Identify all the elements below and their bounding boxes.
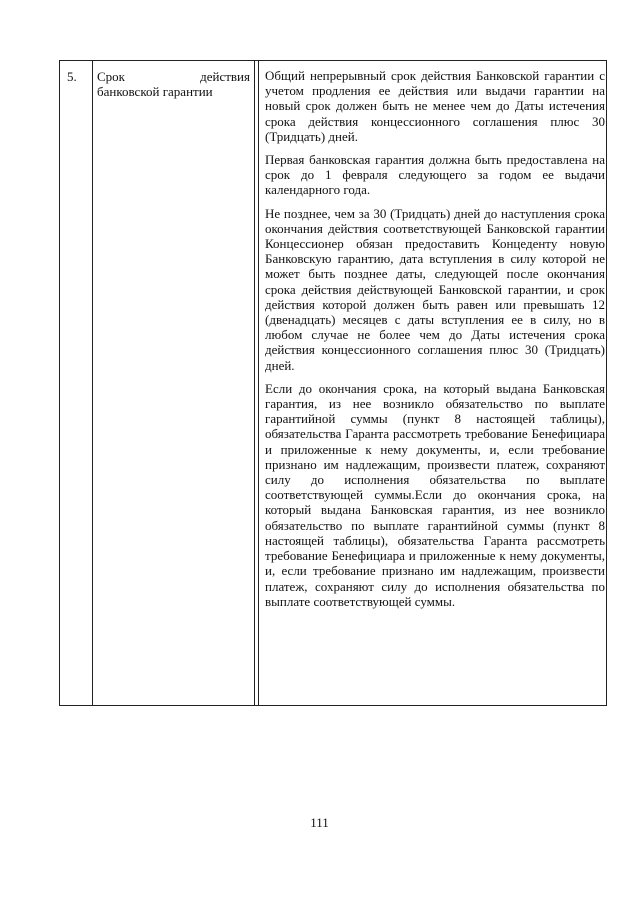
row-title — [97, 69, 250, 99]
column-divider — [258, 61, 259, 705]
paragraph: Если до окончания срока, на который выдана Банковская гарантия, из нее возникло обязательство по выплате гарантийной суммы (пункт 8 настоящей таблицы), обязательства Гаранта рассмотреть требование Бенефициара и приложенные к нему документы, и, если требование признано им надлежащим, произвести платеж, сохраняют силу до исполнения обязательства по выплате соответствующей суммы.Если до окончания срока, на который выдана Банковская гарантия, из нее возникло обязательство по выплате гарантийной суммы (пункт 8 настоящей таблицы), обязательства Гаранта рассмотреть требование Бенефициара и приложенные к нему документы, и, если требование признано им надлежащим, произвести платеж, сохраняют силу до исполнения обязательства по выплате соответствующей суммы. — [265, 380, 605, 609]
guarantee-table — [59, 60, 607, 706]
row-title-line2: банковской гарантии — [97, 84, 213, 99]
paragraph: Не позднее, чем за 30 (Тридцать) дней до наступления срока окончания действия соответствующей Банковской гарантии Концессионер обязан предоставить Концеденту новую Банковскую гарантию, дата вступления в силу которой не может быть позднее даты, следующей после окончания срока действия действующей Банковской гарантии, и срок действия которой должен быть равен или превышать 12 (двенадцать) месяцев с даты вступления ее в силу, но в любом случае не более чем до Даты истечения срока действия концессионного соглашения плюс 30 (Тридцать) дней. — [265, 205, 605, 373]
paragraph: Общий непрерывный срок действия Банковской гарантии с учетом продления ее действия или выдачи гарантии на новый срок должен быть не менее чем до Даты истечения срока действия концессионного соглашения плюс 30 (Тридцать) дней. — [265, 68, 605, 144]
row-title-line1 — [97, 69, 250, 84]
page-number: 111 — [310, 815, 329, 830]
row-title-word-left: Срок — [97, 69, 125, 84]
column-divider — [92, 61, 93, 705]
row-description — [265, 68, 605, 609]
paragraph: Первая банковская гарантия должна быть предоставлена на срок до 1 февраля следующего за годом ее выдачи календарного года. — [265, 152, 605, 198]
row-number: 5. — [67, 69, 77, 84]
row-title-word-right: действия — [200, 69, 250, 84]
column-divider — [254, 61, 255, 705]
